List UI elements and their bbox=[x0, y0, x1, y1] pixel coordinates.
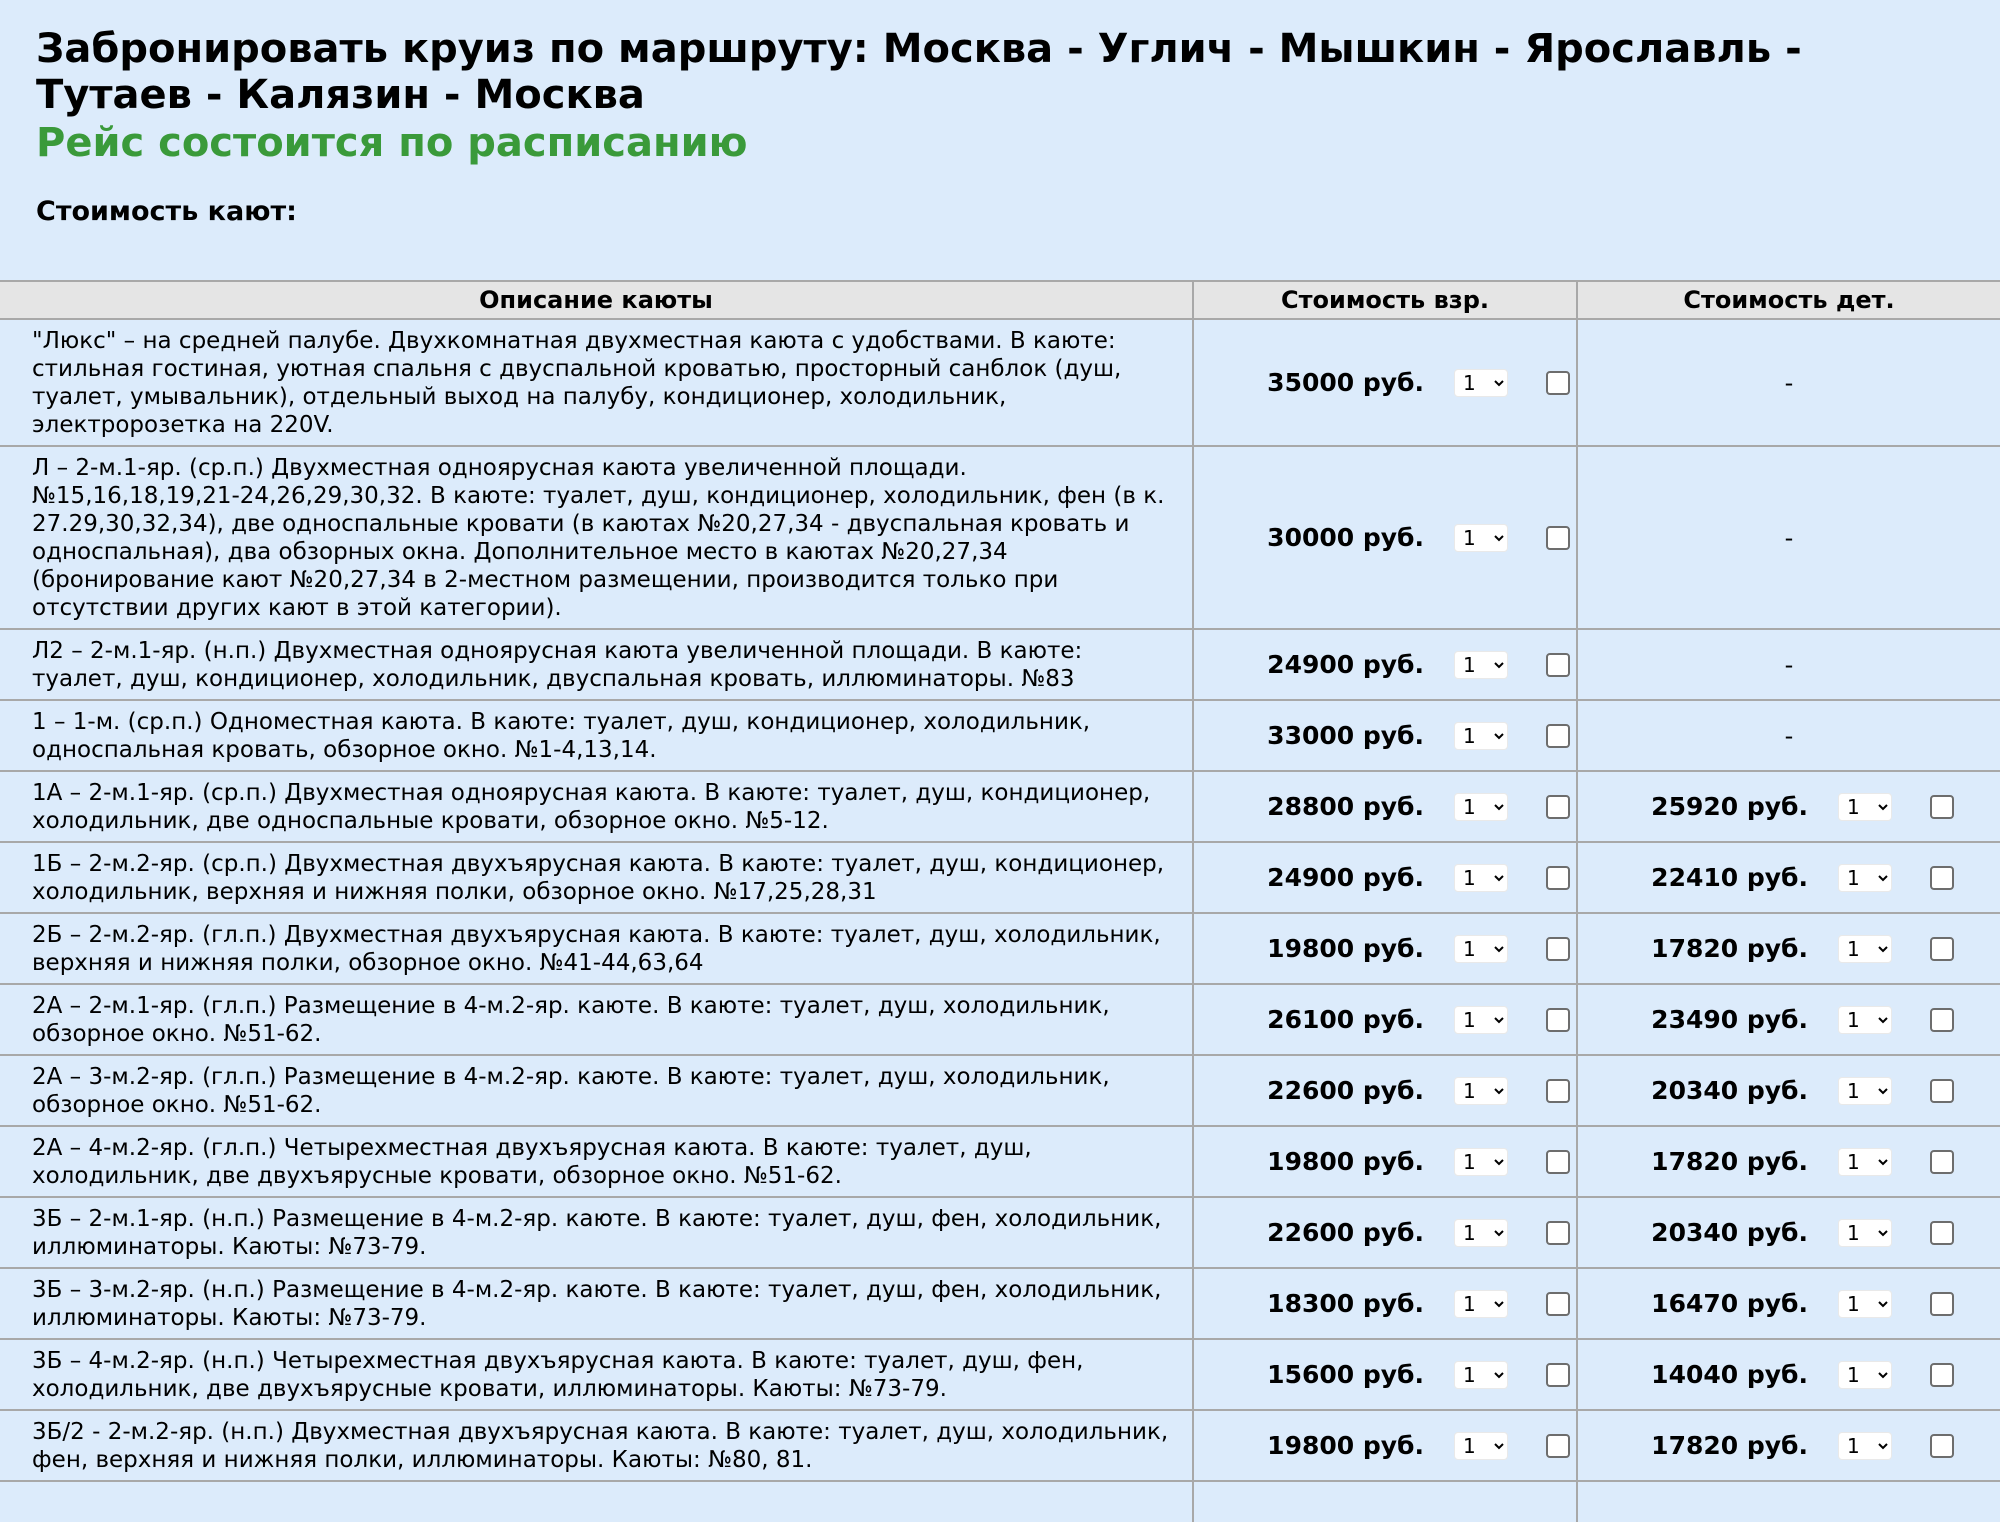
adult-select-checkbox[interactable] bbox=[1546, 653, 1570, 677]
adult-select-checkbox[interactable] bbox=[1546, 795, 1570, 819]
child-price-group bbox=[1578, 792, 2000, 821]
adult-price: 35000 руб. bbox=[1267, 368, 1424, 397]
adult-price-cell bbox=[1193, 629, 1577, 700]
adult-price-cell bbox=[1193, 842, 1577, 913]
adult-price-group bbox=[1194, 792, 1576, 821]
child-quantity-select[interactable] bbox=[1838, 935, 1892, 963]
child-price-group bbox=[1578, 1076, 2000, 1105]
adult-quantity-select[interactable] bbox=[1454, 722, 1508, 750]
adult-price-cell bbox=[1193, 984, 1577, 1055]
child-price-cell bbox=[1577, 913, 2000, 984]
child-price: 22410 руб. bbox=[1651, 863, 1808, 892]
adult-price: 19800 руб. bbox=[1267, 1431, 1424, 1460]
adult-price: 22600 руб. bbox=[1267, 1076, 1424, 1105]
adult-select-checkbox[interactable] bbox=[1546, 937, 1570, 961]
adult-quantity-select[interactable] bbox=[1454, 793, 1508, 821]
adult-select-checkbox[interactable] bbox=[1546, 526, 1570, 550]
cabin-description: 2А – 4-м.2-яр. (гл.п.) Четырехместная двухъярусная каюта. В каюте: туалет, душ, холодильник, две двухъярусные кровати, обзорное окно. №51-62. bbox=[0, 1126, 1193, 1197]
cabin-table bbox=[0, 280, 2000, 1522]
child-select-checkbox[interactable] bbox=[1930, 795, 1954, 819]
adult-quantity-select[interactable] bbox=[1454, 1006, 1508, 1034]
child-select-checkbox[interactable] bbox=[1930, 1150, 1954, 1174]
child-select-checkbox[interactable] bbox=[1930, 1008, 1954, 1032]
child-price-cell bbox=[1577, 1197, 2000, 1268]
adult-quantity-select[interactable] bbox=[1454, 1077, 1508, 1105]
child-price: 17820 руб. bbox=[1651, 1431, 1808, 1460]
cabin-row bbox=[0, 700, 2000, 771]
cabin-row bbox=[0, 446, 2000, 629]
adult-quantity-select[interactable] bbox=[1454, 651, 1508, 679]
child-quantity-select[interactable] bbox=[1838, 1077, 1892, 1105]
cabin-description: "Люкс" – на средней палубе. Двухкомнатная двухместная каюта с удобствами. В каюте: стильная гостиная, уютная спальня с двуспальной кроватью, просторный санблок (душ, туалет, умывальник), отдельный выход на палубу, кондиционер, холодильник, электророзетка на 220V. bbox=[0, 319, 1193, 446]
cabin-row bbox=[0, 1410, 2000, 1481]
cabin-row bbox=[0, 319, 2000, 446]
adult-price: 24900 руб. bbox=[1267, 863, 1424, 892]
cabin-row bbox=[0, 913, 2000, 984]
adult-select-checkbox[interactable] bbox=[1546, 1008, 1570, 1032]
adult-select-checkbox[interactable] bbox=[1546, 371, 1570, 395]
child-price-cell bbox=[1577, 842, 2000, 913]
child-price-group bbox=[1578, 1360, 2000, 1389]
adult-price: 24900 руб. bbox=[1267, 650, 1424, 679]
adult-price-cell bbox=[1193, 700, 1577, 771]
adult-select-checkbox[interactable] bbox=[1546, 724, 1570, 748]
cabin-row bbox=[0, 842, 2000, 913]
child-price-cell bbox=[1577, 1268, 2000, 1339]
child-select-checkbox[interactable] bbox=[1930, 1434, 1954, 1458]
adult-price-group bbox=[1194, 1218, 1576, 1247]
cabin-description: 3Б/2 - 2-м.2-яр. (н.п.) Двухместная двухъярусная каюта. В каюте: туалет, душ, холодильник, фен, верхняя и нижняя полки, иллюминаторы. Каюты: №80, 81. bbox=[0, 1410, 1193, 1481]
cabin-description: Л – 2-м.1-яр. (ср.п.) Двухместная одноярусная каюта увеличенной площади. №15,16,18,19,21-24,26,29,30,32. В каюте: туалет, душ, кондиционер, холодильник, фен (в к. 27.29,30,32,34), две односпальные кровати (в каютах №20,27,34 - двуспальная кровать и односпальная), два обзорных окна. Дополнительное место в каютах №20,27,34 (бронирование кают №20,27,34 в 2-местном размещении, производится только при отсутствии других кают в этой категории). bbox=[0, 446, 1193, 629]
cabin-description: 1А – 2-м.1-яр. (ср.п.) Двухместная одноярусная каюта. В каюте: туалет, душ, кондиционер, холодильник, две односпальные кровати, обзорное окно. №5-12. bbox=[0, 771, 1193, 842]
page-header bbox=[36, 26, 1936, 168]
child-price-group bbox=[1578, 1147, 2000, 1176]
cabin-row bbox=[0, 984, 2000, 1055]
cabin-row bbox=[0, 1055, 2000, 1126]
adult-quantity-select[interactable] bbox=[1454, 935, 1508, 963]
child-price-cell bbox=[1577, 1055, 2000, 1126]
cabin-row bbox=[0, 771, 2000, 842]
child-price: 20340 руб. bbox=[1651, 1218, 1808, 1247]
child-price-group bbox=[1578, 1431, 2000, 1460]
child-price-cell bbox=[1577, 1339, 2000, 1410]
child-price-group bbox=[1578, 863, 2000, 892]
adult-quantity-select[interactable] bbox=[1454, 1361, 1508, 1389]
child-quantity-select[interactable] bbox=[1838, 864, 1892, 892]
cabin-description: 2А – 3-м.2-яр. (гл.п.) Размещение в 4-м.2-яр. каюте. В каюте: туалет, душ, холодильник, обзорное окно. №51-62. bbox=[0, 1055, 1193, 1126]
adult-price-group bbox=[1194, 1431, 1576, 1460]
cabin-row bbox=[0, 629, 2000, 700]
adult-price: 15600 руб. bbox=[1267, 1360, 1424, 1389]
child-price-unavailable: - bbox=[1577, 446, 2000, 629]
child-price-group bbox=[1578, 1289, 2000, 1318]
child-price: 14040 руб. bbox=[1651, 1360, 1808, 1389]
adult-price-group bbox=[1194, 1076, 1576, 1105]
adult-quantity-select[interactable] bbox=[1454, 1432, 1508, 1460]
header-child-price: Стоимость дет. bbox=[1577, 281, 2000, 319]
child-quantity-select[interactable] bbox=[1838, 1432, 1892, 1460]
adult-quantity-select[interactable] bbox=[1454, 524, 1508, 552]
adult-quantity-select[interactable] bbox=[1454, 369, 1508, 397]
child-price-group bbox=[1578, 1218, 2000, 1247]
adult-price-cell bbox=[1193, 319, 1577, 446]
header-adult-price: Стоимость взр. bbox=[1193, 281, 1577, 319]
child-price: 20340 руб. bbox=[1651, 1076, 1808, 1105]
adult-price-group bbox=[1194, 1005, 1576, 1034]
child-select-checkbox[interactable] bbox=[1930, 1363, 1954, 1387]
child-price: 23490 руб. bbox=[1651, 1005, 1808, 1034]
child-quantity-select[interactable] bbox=[1838, 793, 1892, 821]
adult-price: 33000 руб. bbox=[1267, 721, 1424, 750]
adult-price-cell bbox=[1193, 913, 1577, 984]
cabin-row bbox=[0, 1339, 2000, 1410]
cabin-description: 1Б – 2-м.2-яр. (ср.п.) Двухместная двухъярусная каюта. В каюте: туалет, душ, кондиционер, холодильник, верхняя и нижняя полки, обзорное окно. №17,25,28,31 bbox=[0, 842, 1193, 913]
adult-price-group bbox=[1194, 1147, 1576, 1176]
child-quantity-select[interactable] bbox=[1838, 1219, 1892, 1247]
adult-price-cell bbox=[1193, 1055, 1577, 1126]
child-price-cell bbox=[1577, 984, 2000, 1055]
adult-quantity-select[interactable] bbox=[1454, 1219, 1508, 1247]
adult-price-group bbox=[1194, 863, 1576, 892]
adult-price-cell bbox=[1193, 1268, 1577, 1339]
child-price-unavailable: - bbox=[1577, 629, 2000, 700]
child-quantity-select[interactable] bbox=[1838, 1361, 1892, 1389]
adult-quantity-select[interactable] bbox=[1454, 1290, 1508, 1318]
child-select-checkbox[interactable] bbox=[1930, 1292, 1954, 1316]
adult-price: 28800 руб. bbox=[1267, 792, 1424, 821]
cabin-row bbox=[0, 1197, 2000, 1268]
child-price-group bbox=[1578, 1005, 2000, 1034]
cabin-description: 1 – 1-м. (ср.п.) Одноместная каюта. В каюте: туалет, душ, кондиционер, холодильник, односпальная кровать, обзорное окно. №1-4,13,14. bbox=[0, 700, 1193, 771]
child-quantity-select[interactable] bbox=[1838, 1006, 1892, 1034]
page-title: Забронировать круиз по маршруту: Москва - Углич - Мышкин - Ярославль - Тутаев - Калязин - Москва bbox=[36, 26, 1802, 118]
adult-price-cell bbox=[1193, 771, 1577, 842]
adult-price-group bbox=[1194, 1360, 1576, 1389]
child-price: 17820 руб. bbox=[1651, 934, 1808, 963]
adult-price-cell bbox=[1193, 1197, 1577, 1268]
adult-price: 19800 руб. bbox=[1267, 934, 1424, 963]
adult-select-checkbox[interactable] bbox=[1546, 1363, 1570, 1387]
child-price-cell bbox=[1577, 771, 2000, 842]
child-price: 17820 руб. bbox=[1651, 1147, 1808, 1176]
adult-price-cell bbox=[1193, 1410, 1577, 1481]
adult-price-group bbox=[1194, 1289, 1576, 1318]
adult-select-checkbox[interactable] bbox=[1546, 1079, 1570, 1103]
adult-price: 18300 руб. bbox=[1267, 1289, 1424, 1318]
adult-price-group bbox=[1194, 934, 1576, 963]
cabin-prices-heading: Стоимость кают: bbox=[36, 196, 297, 227]
child-price-cell bbox=[1577, 1410, 2000, 1481]
cabin-description: Л2 – 2-м.1-яр. (н.п.) Двухместная одноярусная каюта увеличенной площади. В каюте: туалет, душ, кондиционер, холодильник, двуспальная кровать, иллюминаторы. №83 bbox=[0, 629, 1193, 700]
adult-select-checkbox[interactable] bbox=[1546, 1292, 1570, 1316]
adult-price-cell bbox=[1193, 1126, 1577, 1197]
cabin-description: 3Б – 3-м.2-яр. (н.п.) Размещение в 4-м.2-яр. каюте. В каюте: туалет, душ, фен, холодильник, иллюминаторы. Каюты: №73-79. bbox=[0, 1268, 1193, 1339]
child-price-unavailable: - bbox=[1577, 319, 2000, 446]
adult-quantity-select[interactable] bbox=[1454, 1148, 1508, 1176]
header-description: Описание каюты bbox=[0, 281, 1193, 319]
cabin-row bbox=[0, 1268, 2000, 1339]
child-select-checkbox[interactable] bbox=[1930, 866, 1954, 890]
child-select-checkbox[interactable] bbox=[1930, 1079, 1954, 1103]
table-header-row bbox=[0, 281, 2000, 319]
adult-select-checkbox[interactable] bbox=[1546, 1221, 1570, 1245]
cabin-description: 2А – 2-м.1-яр. (гл.п.) Размещение в 4-м.2-яр. каюте. В каюте: туалет, душ, холодильник, обзорное окно. №51-62. bbox=[0, 984, 1193, 1055]
child-select-checkbox[interactable] bbox=[1930, 937, 1954, 961]
cabin-row bbox=[0, 1126, 2000, 1197]
child-select-checkbox[interactable] bbox=[1930, 1221, 1954, 1245]
child-price-cell bbox=[1577, 1126, 2000, 1197]
child-price-unavailable: - bbox=[1577, 700, 2000, 771]
cabin-description: 2Б – 2-м.2-яр. (гл.п.) Двухместная двухъярусная каюта. В каюте: туалет, душ, холодильник, верхняя и нижняя полки, обзорное окно. №41-44,63,64 bbox=[0, 913, 1193, 984]
adult-select-checkbox[interactable] bbox=[1546, 866, 1570, 890]
adult-select-checkbox[interactable] bbox=[1546, 1150, 1570, 1174]
adult-price: 26100 руб. bbox=[1267, 1005, 1424, 1034]
cabin-description: 3Б – 2-м.1-яр. (н.п.) Размещение в 4-м.2-яр. каюте. В каюте: туалет, душ, фен, холодильник, иллюминаторы. Каюты: №73-79. bbox=[0, 1197, 1193, 1268]
adult-price-group bbox=[1194, 650, 1576, 679]
adult-price-group bbox=[1194, 721, 1576, 750]
adult-price-cell bbox=[1193, 1339, 1577, 1410]
cruise-status: Рейс состоится по расписанию bbox=[36, 120, 748, 166]
adult-price: 19800 руб. bbox=[1267, 1147, 1424, 1176]
cabin-description: 3Б – 4-м.2-яр. (н.п.) Четырехместная двухъярусная каюта. В каюте: туалет, душ, фен, холодильник, две двухъярусные кровати, иллюминаторы. Каюты: №73-79. bbox=[0, 1339, 1193, 1410]
adult-select-checkbox[interactable] bbox=[1546, 1434, 1570, 1458]
adult-price: 22600 руб. bbox=[1267, 1218, 1424, 1247]
table-bottom-spacer bbox=[0, 1481, 2000, 1522]
adult-quantity-select[interactable] bbox=[1454, 864, 1508, 892]
adult-price-cell bbox=[1193, 446, 1577, 629]
adult-price: 30000 руб. bbox=[1267, 523, 1424, 552]
child-price-group bbox=[1578, 934, 2000, 963]
child-price: 16470 руб. bbox=[1651, 1289, 1808, 1318]
child-quantity-select[interactable] bbox=[1838, 1148, 1892, 1176]
child-quantity-select[interactable] bbox=[1838, 1290, 1892, 1318]
adult-price-group bbox=[1194, 523, 1576, 552]
child-price: 25920 руб. bbox=[1651, 792, 1808, 821]
cabin-table-body bbox=[0, 319, 2000, 1522]
adult-price-group bbox=[1194, 368, 1576, 397]
